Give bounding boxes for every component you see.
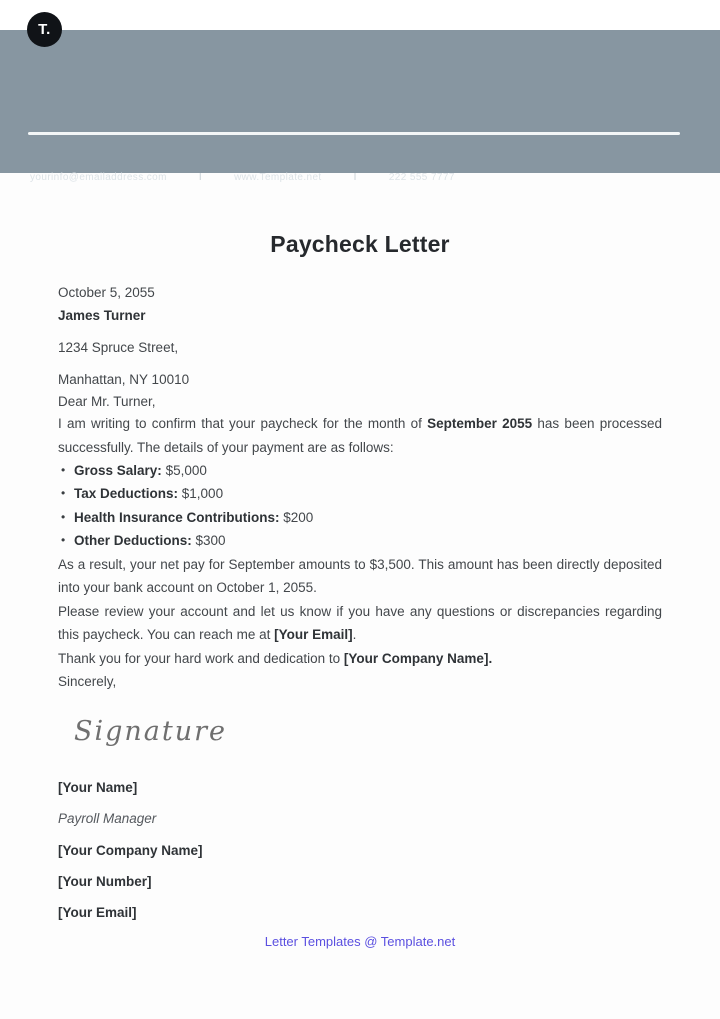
paragraph-thanks <box>58 647 662 671</box>
letter-date: October 5, 2055 <box>58 285 155 300</box>
deduction-label: Gross Salary: <box>74 463 162 478</box>
paragraph-review-bold: [Your Email] <box>274 627 353 643</box>
paragraph-review-post: . <box>352 627 357 643</box>
paragraph-intro-pre: I am writing to confirm that your paycheck for the month of <box>58 416 428 431</box>
paragraph-intro-post: has been processed successfully. The details of your payment are as follows: <box>58 416 662 455</box>
contact-row <box>30 172 455 183</box>
sender-company: [Your Company Name] <box>58 842 203 858</box>
list-item <box>58 529 662 552</box>
recipient-city: Manhattan, NY 10010 <box>58 372 190 387</box>
sender-name: [Your Name] <box>58 779 138 795</box>
deduction-label: Other Deductions: <box>74 533 192 549</box>
deduction-value: $5,000 <box>165 463 207 478</box>
deduction-value: $1,000 <box>181 486 224 502</box>
contact-phone: 222 555 7777 <box>388 172 455 183</box>
contact-email: yourinfo@emailaddress.com <box>30 172 167 183</box>
deduction-value: $300 <box>195 533 226 549</box>
list-item <box>58 506 662 529</box>
paragraph-intro-bold: September 2055 <box>427 416 533 431</box>
top-white-strip <box>0 0 720 30</box>
sender-title: Payroll Manager <box>58 810 157 826</box>
template-brand-logo-icon <box>27 12 62 47</box>
logo-text: T. <box>38 21 51 38</box>
contact-separator: I <box>353 172 357 183</box>
sender-email: [Your Email] <box>58 904 137 920</box>
paragraph-intro <box>58 412 662 459</box>
letter-body <box>0 230 720 949</box>
contact-separator: I <box>198 172 203 183</box>
recipient-name: James Turner <box>58 308 146 323</box>
list-item <box>58 482 662 505</box>
signature-script: Signature <box>74 715 228 747</box>
salutation: Dear Mr. Turner, <box>58 394 156 409</box>
recipient-street: 1234 Spruce Street, <box>58 340 179 355</box>
closing: Sincerely, <box>58 674 117 690</box>
letterhead-band <box>0 21 720 183</box>
sender-block <box>58 778 662 923</box>
paragraph-thanks-pre: Thank you for your hard work and dedication to <box>58 650 344 666</box>
footer <box>58 934 662 949</box>
deduction-label: Tax Deductions: <box>74 486 179 502</box>
list-item <box>58 459 662 482</box>
contact-website: www.Template.net <box>234 172 322 183</box>
deduction-label: Health Insurance Contributions: <box>74 509 280 525</box>
template-net-link[interactable]: Letter Templates @ Template.net <box>264 933 456 949</box>
paragraph-thanks-bold: [Your Company Name]. <box>343 650 493 666</box>
sender-number: [Your Number] <box>58 873 152 889</box>
paragraph-review <box>58 600 662 647</box>
deduction-value: $200 <box>283 509 314 525</box>
payment-details-list <box>58 459 662 553</box>
paragraph-review-pre: Please review your account and let us know if you have any questions or discrepancies regarding this paycheck. You can reach me at <box>58 603 662 643</box>
page-title: Paycheck Letter <box>270 231 450 257</box>
letterhead-divider <box>28 132 680 135</box>
paragraph-net-pay: As a result, your net pay for September amounts to $3,500. This amount has been directly deposited into your bank account on October 1, 2055. <box>58 556 662 596</box>
